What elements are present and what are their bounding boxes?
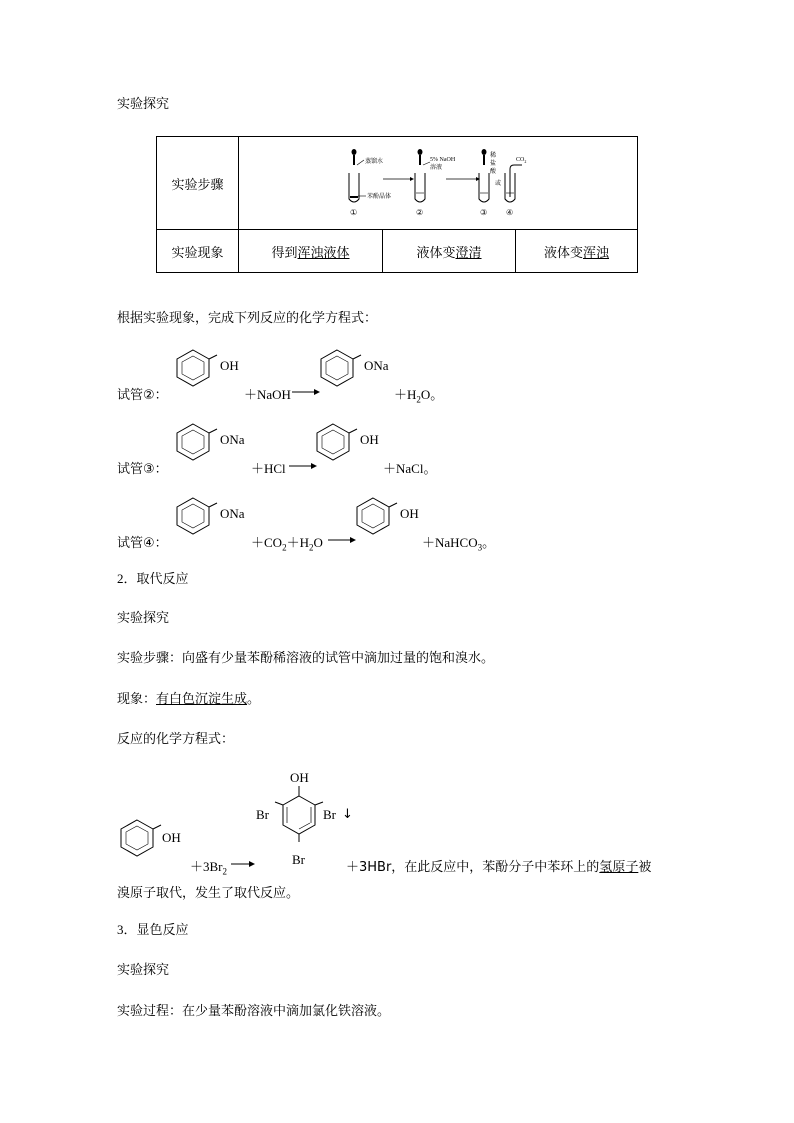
- observation-1: 得到浑浊液体: [239, 230, 383, 273]
- intro-text: 根据实验现象，完成下列反应的化学方程式：: [117, 311, 378, 326]
- equation-2: [117, 420, 597, 490]
- section1-label: 实验探究: [117, 97, 170, 112]
- acid-label-1: 稀: [490, 153, 497, 159]
- eq4-explanation: ＋3HBr，在此反应中，苯酚分子中苯环上的氢原子被: [346, 860, 652, 875]
- experiment-table: [156, 136, 638, 273]
- eq3-reactant-group: ONa: [220, 506, 245, 521]
- naoh-label-line2: 溶液: [430, 165, 443, 171]
- observation-2: 液体变澄清: [383, 230, 516, 273]
- equation-4: [117, 768, 687, 908]
- eq1-byproduct: $+H_2O$。: [394, 387, 444, 405]
- test-tube-2: [415, 149, 430, 202]
- test-tube-1: [349, 149, 366, 202]
- phenomenon-value: 有白色沉淀生成: [156, 692, 248, 707]
- tube-3-number: ③: [480, 208, 488, 217]
- eq1-reagent: ＋NaOH: [244, 387, 291, 402]
- test-tube-4: [505, 165, 522, 202]
- section2-eq-title: 反应的化学方程式：: [117, 732, 235, 747]
- eq4-br-bottom: Br: [292, 852, 305, 867]
- eq4-product-oh: OH: [290, 770, 309, 785]
- eq4-reactant-group: OH: [162, 830, 181, 845]
- section3-heading: 3．显色反应: [117, 922, 189, 937]
- section3-process: 实验过程：在少量苯酚溶液中滴加氯化铁溶液。: [117, 1004, 391, 1019]
- test-tube-3: [479, 149, 489, 202]
- section2-label: 实验探究: [117, 611, 170, 626]
- table-header-phenomena: 实验现象: [157, 230, 239, 273]
- tube-4-number: ④: [506, 208, 514, 217]
- apparatus-diagram: [338, 147, 538, 219]
- hydrogen-atom-underline: 氢原子: [599, 860, 639, 875]
- crystal-label: 苯酚晶体: [367, 194, 392, 200]
- eq4-reagent: $+3Br_2$: [190, 859, 228, 877]
- eq2-product-group: OH: [360, 432, 379, 447]
- section2-phenomenon: 现象：有白色沉淀生成。: [117, 692, 261, 707]
- acid-label-2: 盐: [490, 161, 497, 167]
- eq4-arrow: [231, 859, 255, 869]
- eq2-reagent: ＋HCl: [251, 461, 286, 476]
- eq3-arrow: [328, 535, 356, 545]
- table-header-steps: 实验步骤: [157, 137, 239, 230]
- eq3-label: 试管④：: [117, 536, 168, 551]
- section3-label: 实验探究: [117, 963, 170, 978]
- eq3-product-group: OH: [400, 506, 419, 521]
- section2-step: 实验步骤：向盛有少量苯酚稀溶液的试管中滴加过量的饱和溴水。: [117, 651, 495, 666]
- eq1-product-group: ONa: [364, 358, 389, 373]
- eq2-label: 试管③：: [117, 462, 168, 477]
- acid-label-3: 酸: [490, 169, 497, 175]
- observation-3: 液体变浑浊: [516, 230, 638, 273]
- section2-heading: 2．取代反应: [117, 571, 189, 586]
- tube-2-number: ②: [416, 208, 424, 217]
- eq1-label: 试管②：: [117, 388, 168, 403]
- eq4-br-right: Br: [323, 807, 336, 822]
- eq4-explanation-line2: 溴原子取代，发生了取代反应。: [117, 886, 300, 901]
- eq3-byproduct: ＋NaHCO$_3$。: [422, 535, 496, 553]
- equation-3: [117, 494, 597, 564]
- eq2-reactant-group: ONa: [220, 432, 245, 447]
- equation-1: [117, 346, 597, 416]
- eq2-byproduct: ＋NaCl。: [383, 461, 437, 476]
- co2-label: $CO_2$: [516, 157, 527, 164]
- precipitate-arrow: ↓: [342, 807, 353, 822]
- eq1-arrow: [292, 387, 320, 397]
- eq3-reagent: $+CO_2+H_2O$: [251, 535, 323, 553]
- tube-1-number: ①: [350, 208, 358, 217]
- acid-label-or: 或: [495, 181, 502, 187]
- eq4-br-left: Br: [256, 807, 269, 822]
- eq1-reactant-group: OH: [220, 358, 239, 373]
- water-label: 蒸馏水: [365, 159, 384, 165]
- naoh-label-line1: 5% NaOH: [430, 157, 456, 163]
- apparatus-cell: [239, 137, 638, 230]
